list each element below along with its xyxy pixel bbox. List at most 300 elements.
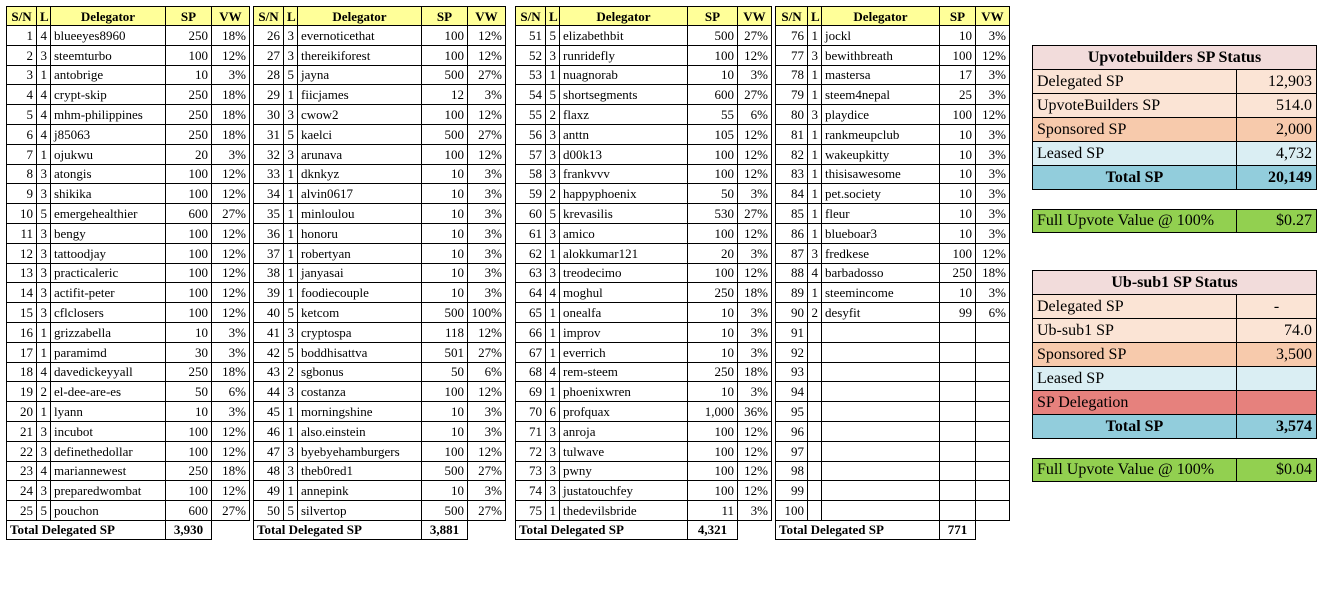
delegator-name: incubot [51,421,166,441]
delegator-name: playdice [822,105,940,125]
level: 3 [546,461,560,481]
delegator-name: cflclosers [51,303,166,323]
table-row [7,204,250,224]
table-row [776,85,1010,105]
level: 5 [284,124,298,144]
delegator-name: steemturbo [51,45,166,65]
sp-amount: 10 [940,26,976,46]
delegator-name: mhm-philippines [51,105,166,125]
upvotebuilders-sp-value: 514.0 [1237,94,1317,118]
sp-amount: 100 [688,461,738,481]
table-row [516,223,772,243]
delegator-name: dknkyz [298,164,422,184]
serial-number: 46 [254,421,284,441]
delegator-name: steem4nepal [822,85,940,105]
delegator-name: cwow2 [298,105,422,125]
delegator-name: thisisawesome [822,164,940,184]
total-delegated-value: 3,930 [166,520,212,539]
table-row [516,124,772,144]
serial-number: 74 [516,481,546,501]
serial-number: 16 [7,322,37,342]
level: 1 [546,342,560,362]
level: 3 [37,243,51,263]
level: 5 [546,26,560,46]
serial-number: 2 [7,45,37,65]
serial-number: 20 [7,402,37,422]
level: 3 [546,441,560,461]
vote-weight [976,322,1010,342]
serial-number: 68 [516,362,546,382]
vote-weight: 3% [468,164,506,184]
level: 2 [284,362,298,382]
sp-amount [940,421,976,441]
total-delegated-label: Total Delegated SP [516,520,688,539]
table-row [776,26,1010,46]
delegator-name: runridefly [560,45,688,65]
serial-number: 70 [516,402,546,422]
serial-number: 90 [776,303,808,323]
table-row [7,362,250,382]
level: 5 [37,204,51,224]
level: 1 [37,144,51,164]
level: 4 [37,124,51,144]
vote-weight: 3% [976,26,1010,46]
table-row [7,421,250,441]
ubsub1-upvote-value-label: Full Upvote Value @ 100% [1033,459,1237,482]
sp-amount [940,481,976,501]
serial-number: 35 [254,204,284,224]
table-row [776,303,1010,323]
serial-number: 29 [254,85,284,105]
vote-weight [976,382,1010,402]
delegator-name: steemincome [822,283,940,303]
table-row [516,144,772,164]
table-row [7,481,250,501]
vote-weight: 12% [468,144,506,164]
table-row [516,421,772,441]
table-row [254,124,506,144]
vote-weight: 12% [738,124,772,144]
level [808,441,822,461]
vote-weight: 27% [468,501,506,521]
level: 3 [808,45,822,65]
delegator-name: profquax [560,402,688,422]
table-row [254,322,506,342]
serial-number: 75 [516,501,546,521]
table-row [776,243,1010,263]
vote-weight: 18% [212,461,250,481]
delegator-name: onealfa [560,303,688,323]
upvotebuilders-status-table [1032,45,1317,190]
ubsub1-delegated-sp-value: - [1237,295,1317,319]
serial-number: 36 [254,223,284,243]
serial-number: 94 [776,382,808,402]
delegator-name: blueboar3 [822,223,940,243]
serial-number: 34 [254,184,284,204]
level: 3 [546,263,560,283]
delegator-name: jayna [298,65,422,85]
vote-weight: 6% [212,382,250,402]
level: 5 [546,85,560,105]
sp-amount: 12 [422,85,468,105]
delegator-name: moghul [560,283,688,303]
table-row [516,45,772,65]
vote-weight [976,421,1010,441]
delegator-name: crypt-skip [51,85,166,105]
level: 3 [37,164,51,184]
level [808,322,822,342]
total-row [776,520,1010,539]
serial-number: 92 [776,342,808,362]
total-blank-cell [976,520,1010,539]
sp-amount: 100 [422,382,468,402]
serial-number: 28 [254,65,284,85]
level: 3 [37,184,51,204]
table-row [516,283,772,303]
delegator-name: bengy [51,223,166,243]
level: 1 [546,65,560,85]
delegator-name: silvertop [298,501,422,521]
level: 1 [284,421,298,441]
table-row [516,263,772,283]
table-row [254,441,506,461]
delegator-name: el-dee-are-es [51,382,166,402]
table-header-row [776,7,1010,26]
delegator-name: j85063 [51,124,166,144]
table-row [776,421,1010,441]
sp-amount: 10 [422,263,468,283]
level: 3 [808,243,822,263]
sp-amount: 10 [422,481,468,501]
delegator-name [822,481,940,501]
vote-weight: 12% [738,164,772,184]
table-row [7,461,250,481]
delegator-name: tattoodjay [51,243,166,263]
ubsub1-total-sp-value: 3,574 [1237,415,1317,439]
level [808,382,822,402]
vote-weight: 3% [738,65,772,85]
serial-number: 33 [254,164,284,184]
delegator-name: mastersa [822,65,940,85]
table-row [776,105,1010,125]
serial-number: 64 [516,283,546,303]
sp-amount: 250 [166,85,212,105]
total-blank-cell [468,520,506,539]
level [808,362,822,382]
ubsub1-leased-sp-label: Leased SP [1033,367,1237,391]
vote-weight: 27% [738,85,772,105]
delegator-name: lyann [51,402,166,422]
vote-weight: 18% [738,283,772,303]
vote-weight: 12% [738,223,772,243]
sp-amount: 118 [422,322,468,342]
table-row [776,263,1010,283]
serial-number: 44 [254,382,284,402]
level: 1 [808,65,822,85]
delegator-name: byebyehamburgers [298,441,422,461]
level [808,501,822,521]
sp-amount: 10 [166,65,212,85]
total-delegated-value: 3,881 [422,520,468,539]
serial-number: 43 [254,362,284,382]
total-delegated-label: Total Delegated SP [776,520,940,539]
delegator-name: sgbonus [298,362,422,382]
vote-weight: 12% [738,144,772,164]
ubsub1-title: Ub-sub1 SP Status [1033,271,1317,295]
delegator-name: minloulou [298,204,422,224]
level: 1 [284,283,298,303]
vote-weight: 27% [468,342,506,362]
sp-amount: 100 [688,481,738,501]
vote-weight: 3% [468,243,506,263]
level: 3 [546,45,560,65]
level: 1 [546,501,560,521]
vote-weight: 3% [976,65,1010,85]
sp-amount: 10 [940,223,976,243]
delegator-name: robertyan [298,243,422,263]
sp-header: SP [422,7,468,26]
table-row [254,283,506,303]
delegator-name [822,501,940,521]
serial-number: 55 [516,105,546,125]
level: 3 [546,421,560,441]
table-row [516,481,772,501]
table-row [7,85,250,105]
vote-weight: 3% [468,481,506,501]
table-row [7,164,250,184]
level: 3 [37,283,51,303]
serial-number: 87 [776,243,808,263]
vote-weight: 27% [738,204,772,224]
table-header-row [254,7,506,26]
total-delegated-value: 771 [940,520,976,539]
total-sp-label: Total SP [1033,166,1237,190]
serial-number: 37 [254,243,284,263]
sp-amount: 250 [166,461,212,481]
vote-weight: 3% [468,402,506,422]
sn-header: S/N [254,7,284,26]
level: 1 [808,184,822,204]
table-row [776,283,1010,303]
level: 3 [37,421,51,441]
table-row [254,65,506,85]
table-row [776,441,1010,461]
level: 1 [546,303,560,323]
ubsub1-sp-delegation-value [1237,391,1317,415]
serial-number: 95 [776,402,808,422]
table-row [776,45,1010,65]
table-row [516,164,772,184]
level: 1 [37,322,51,342]
table-row [516,85,772,105]
serial-number: 19 [7,382,37,402]
delegator-name: frankvvv [560,164,688,184]
delegator-table-2 [253,6,506,540]
delegator-name: janyasai [298,263,422,283]
vote-weight: 27% [468,124,506,144]
delegator-name: theb0red1 [298,461,422,481]
serial-number: 58 [516,164,546,184]
serial-number: 57 [516,144,546,164]
level-header: L [808,7,822,26]
delegator-name: thereikiforest [298,45,422,65]
level: 5 [284,342,298,362]
delegator-name: pwny [560,461,688,481]
delegator-table-3 [515,6,772,540]
ubsub1-sp-delegation-label: SP Delegation [1033,391,1237,415]
vote-weight: 12% [468,45,506,65]
sp-amount: 500 [422,65,468,85]
sp-amount: 100 [688,164,738,184]
vote-weight: 3% [976,204,1010,224]
level [808,421,822,441]
vote-weight: 12% [468,382,506,402]
vote-weight: 3% [212,342,250,362]
serial-number: 14 [7,283,37,303]
ubsub1-total-sp-label: Total SP [1033,415,1237,439]
vote-weight: 3% [212,402,250,422]
serial-number: 4 [7,85,37,105]
sp-amount: 100 [166,263,212,283]
level: 1 [808,204,822,224]
sp-header: SP [166,7,212,26]
delegator-header: Delegator [560,7,688,26]
sponsored-sp-value: 2,000 [1237,118,1317,142]
sp-amount: 250 [166,105,212,125]
level: 4 [37,362,51,382]
level: 1 [808,26,822,46]
vote-weight: 18% [212,26,250,46]
sp-amount: 501 [422,342,468,362]
serial-number: 88 [776,263,808,283]
level [808,342,822,362]
serial-number: 3 [7,65,37,85]
serial-number: 96 [776,421,808,441]
total-delegated-label: Total Delegated SP [7,520,166,539]
level: 3 [284,26,298,46]
sp-amount: 100 [940,243,976,263]
table-row [776,402,1010,422]
table-row [516,26,772,46]
vote-weight: 12% [212,421,250,441]
serial-number: 1 [7,26,37,46]
level: 4 [808,263,822,283]
sp-amount: 10 [422,164,468,184]
delegator-name: anttn [560,124,688,144]
vote-weight: 12% [738,421,772,441]
delegator-name: antobrige [51,65,166,85]
sp-amount: 100 [422,45,468,65]
serial-number: 69 [516,382,546,402]
sp-amount: 10 [422,402,468,422]
level: 1 [808,85,822,105]
delegator-name: ojukwu [51,144,166,164]
table-row [7,184,250,204]
serial-number: 23 [7,461,37,481]
table-row [254,342,506,362]
level: 1 [808,124,822,144]
sp-amount: 10 [940,144,976,164]
level: 5 [284,303,298,323]
sp-amount: 100 [422,144,468,164]
ubsub1-status-table [1032,270,1317,439]
table-row [7,124,250,144]
serial-number: 71 [516,421,546,441]
level: 1 [284,164,298,184]
sp-amount: 600 [166,204,212,224]
level: 3 [37,223,51,243]
delegated-sp-label: Delegated SP [1033,70,1237,94]
table-row [7,65,250,85]
level: 3 [284,441,298,461]
vote-weight: 12% [212,164,250,184]
sp-amount [940,382,976,402]
table-row [254,421,506,441]
sp-amount: 100 [166,184,212,204]
serial-number: 52 [516,45,546,65]
table-row [776,124,1010,144]
delegator-name: elizabethbit [560,26,688,46]
level: 1 [37,342,51,362]
sp-amount: 100 [166,441,212,461]
table-row [7,105,250,125]
serial-number: 85 [776,204,808,224]
sp-amount: 10 [688,65,738,85]
level: 4 [546,283,560,303]
vote-weight [976,501,1010,521]
level: 1 [808,164,822,184]
delegator-name: arunava [298,144,422,164]
serial-number: 77 [776,45,808,65]
delegator-name: fleur [822,204,940,224]
serial-number: 8 [7,164,37,184]
table-row [776,382,1010,402]
delegator-name: actifit-peter [51,283,166,303]
vote-weight: 12% [212,45,250,65]
delegator-name: evernoticethat [298,26,422,46]
sp-amount: 100 [422,26,468,46]
table-row [776,204,1010,224]
sp-amount: 250 [688,283,738,303]
table-row [776,164,1010,184]
delegator-name: paramimd [51,342,166,362]
table-header-row [7,7,250,26]
vote-weight: 3% [212,65,250,85]
sp-amount: 10 [940,204,976,224]
sp-amount [940,402,976,422]
level: 4 [37,26,51,46]
serial-number: 40 [254,303,284,323]
level: 4 [37,105,51,125]
vote-weight: 3% [738,184,772,204]
level: 3 [546,144,560,164]
sp-amount: 50 [688,184,738,204]
level: 6 [546,402,560,422]
delegator-name: pouchon [51,501,166,521]
table-row [254,223,506,243]
delegator-name [822,402,940,422]
delegator-name: rem-steem [560,362,688,382]
ubsub1-delegated-sp-label: Delegated SP [1033,295,1237,319]
vw-header: VW [468,7,506,26]
delegator-header: Delegator [822,7,940,26]
vote-weight: 3% [212,144,250,164]
vote-weight: 27% [212,204,250,224]
vote-weight: 3% [976,283,1010,303]
sp-amount: 10 [422,184,468,204]
delegator-name: flaxz [560,105,688,125]
delegator-name: davedickeyyall [51,362,166,382]
